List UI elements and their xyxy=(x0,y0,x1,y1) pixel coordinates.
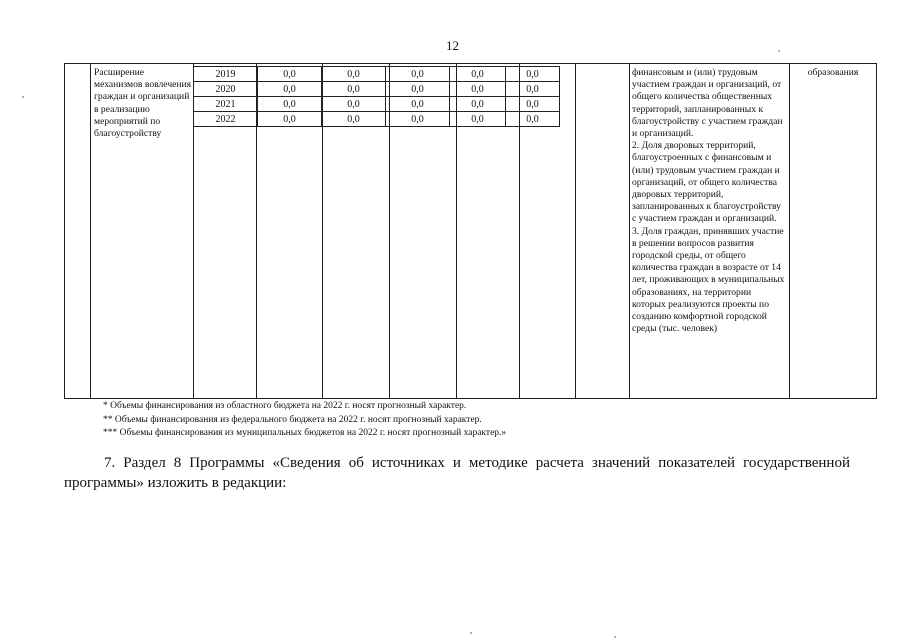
footnotes xyxy=(103,400,506,441)
table-row xyxy=(194,112,560,127)
value-cell: 0,0 xyxy=(386,67,450,82)
value-cell: 0,0 xyxy=(506,112,560,127)
table-row xyxy=(194,67,560,82)
indicators-cell: финансовым и (или) трудовым участием граждан и организаций, от общего количества общественных территорий, запланированных к благоустройству с участием граждан и организаций. 2. Доля дворовых территорий, благоустроенных с финансовым и (или) трудовым участием граждан и организаций, от общего количества дворовых территорий, запланированных к благоустройству с участием граждан и организаций. 3. Доля граждан, принявших участие в решении вопросов развития городской среды, от общего количества граждан в возрасте от 14 лет, проживающих в муниципальных образованиях, на территории которых реализуются проекты по созданию комфортной городской среды (тыс. человек) xyxy=(632,67,785,335)
footnote: ** Объемы финансирования из федерального бюджета на 2022 г. носят прогнозный характер. xyxy=(103,414,482,425)
column-border xyxy=(789,64,790,398)
value-cell: 0,0 xyxy=(386,112,450,127)
scan-speck xyxy=(22,96,24,98)
year-cell: 2021 xyxy=(194,97,258,112)
column-border xyxy=(90,64,91,398)
value-cell: 0,0 xyxy=(386,82,450,97)
value-cell: 0,0 xyxy=(258,97,322,112)
executor-cell: образования xyxy=(807,67,859,78)
value-cell: 0,0 xyxy=(386,97,450,112)
value-cell: 0,0 xyxy=(322,67,386,82)
page-number: 12 xyxy=(446,38,459,53)
column-border xyxy=(575,64,576,398)
table-row xyxy=(194,97,560,112)
value-cell: 0,0 xyxy=(322,112,386,127)
column-border xyxy=(629,64,630,398)
value-cell: 0,0 xyxy=(506,67,560,82)
scan-speck xyxy=(778,50,780,52)
value-cell: 0,0 xyxy=(450,112,506,127)
year-cell: 2020 xyxy=(194,82,258,97)
column-border xyxy=(876,64,877,398)
value-cell: 0,0 xyxy=(258,112,322,127)
value-cell: 0,0 xyxy=(450,67,506,82)
year-cell: 2019 xyxy=(194,67,258,82)
value-cell: 0,0 xyxy=(258,67,322,82)
value-cell: 0,0 xyxy=(450,82,506,97)
scan-speck xyxy=(614,636,616,638)
value-cell: 0,0 xyxy=(450,97,506,112)
value-cell: 0,0 xyxy=(506,97,560,112)
year-cell: 2022 xyxy=(194,112,258,127)
footnote: *** Объемы финансирования из муниципальных бюджетов на 2022 г. носят прогнозный характер.» xyxy=(103,428,507,438)
measure-cell: Расширение механизмов вовлечения граждан и организаций в реализацию мероприятий по благоустройству xyxy=(94,67,192,140)
value-cell: 0,0 xyxy=(258,82,322,97)
financing-years-table xyxy=(193,66,560,127)
body-paragraph: 7. Раздел 8 Программы «Сведения об источниках и методике расчета значений показателей государственной программы» изложить в редакции: xyxy=(64,455,850,491)
table-row xyxy=(194,82,560,97)
value-cell: 0,0 xyxy=(322,82,386,97)
value-cell: 0,0 xyxy=(322,97,386,112)
scan-speck xyxy=(470,632,472,634)
footnote: * Объемы финансирования из областного бюджета на 2022 г. носят прогнозный характер. xyxy=(103,401,467,411)
column-border xyxy=(64,64,65,398)
value-cell: 0,0 xyxy=(506,82,560,97)
